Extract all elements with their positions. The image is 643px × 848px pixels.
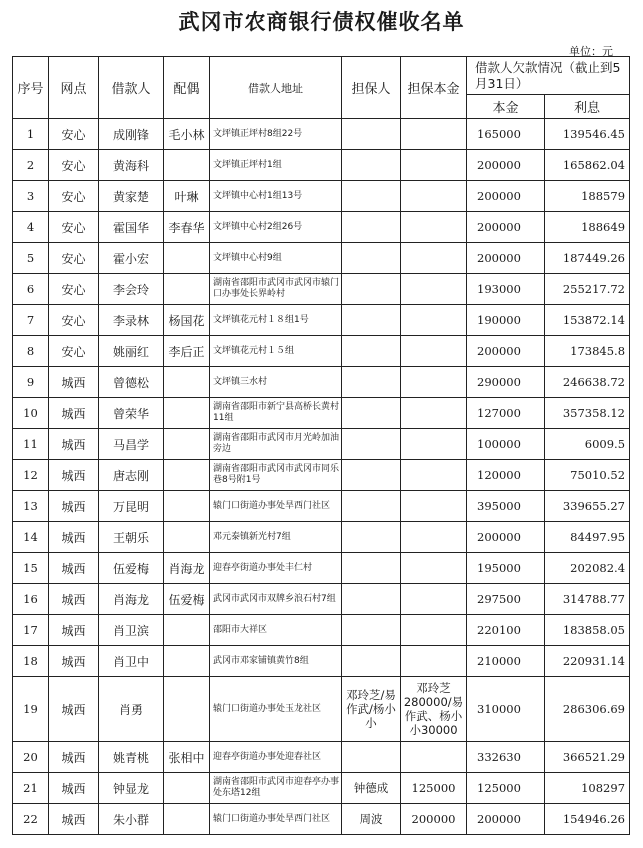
row-borrower: 李录林: [99, 305, 164, 336]
table-body: [13, 119, 630, 835]
row-guarantor: [342, 646, 401, 677]
row-guarantee-amount: [401, 429, 467, 460]
row-spouse: [164, 243, 210, 274]
row-principal: 310000: [467, 677, 545, 742]
row-interest: 108297: [545, 773, 630, 804]
row-interest: 246638.72: [545, 367, 630, 398]
row-principal: 290000: [467, 367, 545, 398]
row-interest: 154946.26: [545, 804, 630, 835]
row-principal: 220100: [467, 615, 545, 646]
row-branch: 安心: [49, 212, 99, 243]
row-interest: 188649: [545, 212, 630, 243]
row-branch: 城西: [49, 460, 99, 491]
header-guarantee-amount: 担保本金: [401, 57, 467, 119]
row-guarantor: [342, 212, 401, 243]
row-address: 迎春亭街道办事处丰仁村: [210, 553, 342, 584]
row-spouse: [164, 773, 210, 804]
row-principal: 165000: [467, 119, 545, 150]
row-guarantor: [342, 742, 401, 773]
row-guarantor: [342, 336, 401, 367]
row-address: 文坪镇花元村１５组: [210, 336, 342, 367]
row-spouse: 肖海龙: [164, 553, 210, 584]
table-row: [13, 677, 630, 742]
row-interest: 339655.27: [545, 491, 630, 522]
row-branch: 城西: [49, 491, 99, 522]
table-row: [13, 398, 630, 429]
row-branch: 城西: [49, 646, 99, 677]
row-borrower: 曾荣华: [99, 398, 164, 429]
row-guarantee-amount: [401, 305, 467, 336]
row-branch: 安心: [49, 150, 99, 181]
row-principal: 193000: [467, 274, 545, 305]
row-principal: 200000: [467, 522, 545, 553]
row-borrower: 钟显龙: [99, 773, 164, 804]
row-seq: 20: [13, 742, 49, 773]
table-row: [13, 243, 630, 274]
row-seq: 16: [13, 584, 49, 615]
row-principal: 125000: [467, 773, 545, 804]
row-borrower: 霍国华: [99, 212, 164, 243]
table-row: [13, 274, 630, 305]
row-address: 湖南省邵阳市武冈市武冈市辕门口办事处长界岭村: [210, 274, 342, 305]
row-interest: 220931.14: [545, 646, 630, 677]
table-row: [13, 491, 630, 522]
row-guarantor: 钟德成: [342, 773, 401, 804]
row-interest: 153872.14: [545, 305, 630, 336]
row-spouse: [164, 460, 210, 491]
row-guarantee-amount: [401, 367, 467, 398]
row-seq: 21: [13, 773, 49, 804]
row-spouse: [164, 429, 210, 460]
row-spouse: 叶琳: [164, 181, 210, 212]
row-seq: 22: [13, 804, 49, 835]
row-address: 邵阳市大祥区: [210, 615, 342, 646]
row-principal: 200000: [467, 804, 545, 835]
row-borrower: 肖卫中: [99, 646, 164, 677]
row-guarantee-amount: [401, 336, 467, 367]
row-borrower: 姚青桃: [99, 742, 164, 773]
table-row: [13, 367, 630, 398]
row-address: 湖南省邵阳市武冈市月光岭加油旁边: [210, 429, 342, 460]
row-address: 文坪镇正坪村8组22号: [210, 119, 342, 150]
table-row: [13, 742, 630, 773]
row-interest: 84497.95: [545, 522, 630, 553]
row-borrower: 李会玲: [99, 274, 164, 305]
row-principal: 200000: [467, 181, 545, 212]
row-guarantor: [342, 460, 401, 491]
header-seq: 序号: [13, 57, 49, 119]
row-spouse: 伍爱梅: [164, 584, 210, 615]
row-guarantee-amount: 邓玲芝280000/易作武、杨小小30000: [401, 677, 467, 742]
row-guarantor: [342, 367, 401, 398]
row-spouse: 杨国花: [164, 305, 210, 336]
row-spouse: [164, 150, 210, 181]
row-spouse: 李春华: [164, 212, 210, 243]
row-guarantor: [342, 615, 401, 646]
row-interest: 139546.45: [545, 119, 630, 150]
row-guarantee-amount: [401, 584, 467, 615]
row-address: 邓元泰镇新光村7组: [210, 522, 342, 553]
table-row: [13, 150, 630, 181]
row-seq: 12: [13, 460, 49, 491]
table-row: [13, 584, 630, 615]
unit-label: 单位：元: [569, 45, 613, 58]
header-borrower: 借款人: [99, 57, 164, 119]
table-row: [13, 773, 630, 804]
row-guarantor: [342, 305, 401, 336]
row-borrower: 王朝乐: [99, 522, 164, 553]
row-address: 武冈市武冈市双牌乡浪石村7组: [210, 584, 342, 615]
row-spouse: [164, 398, 210, 429]
row-guarantor: 周波: [342, 804, 401, 835]
row-guarantee-amount: [401, 522, 467, 553]
row-guarantee-amount: [401, 274, 467, 305]
row-principal: 332630: [467, 742, 545, 773]
row-seq: 15: [13, 553, 49, 584]
table-row: [13, 522, 630, 553]
table-row: [13, 336, 630, 367]
table-row: [13, 553, 630, 584]
page-title: 武冈市农商银行债权催收名单: [178, 10, 465, 34]
row-spouse: 毛小林: [164, 119, 210, 150]
row-principal: 127000: [467, 398, 545, 429]
row-seq: 3: [13, 181, 49, 212]
row-borrower: 肖卫滨: [99, 615, 164, 646]
row-borrower: 马昌学: [99, 429, 164, 460]
row-branch: 城西: [49, 804, 99, 835]
row-seq: 18: [13, 646, 49, 677]
row-branch: 安心: [49, 119, 99, 150]
row-borrower: 肖勇: [99, 677, 164, 742]
debt-collection-table: [12, 56, 630, 835]
row-principal: 195000: [467, 553, 545, 584]
row-guarantor: [342, 429, 401, 460]
row-borrower: 朱小群: [99, 804, 164, 835]
row-address: 湖南省邵阳市武冈市迎春亭办事处东塔12组: [210, 773, 342, 804]
header-branch: 网点: [49, 57, 99, 119]
row-interest: 188579: [545, 181, 630, 212]
row-seq: 7: [13, 305, 49, 336]
row-spouse: [164, 677, 210, 742]
row-branch: 城西: [49, 742, 99, 773]
row-address: 文坪镇花元村１８组1号: [210, 305, 342, 336]
row-address: 文坪镇中心村9组: [210, 243, 342, 274]
row-branch: 城西: [49, 584, 99, 615]
row-guarantee-amount: [401, 398, 467, 429]
row-borrower: 黄海科: [99, 150, 164, 181]
row-guarantor: [342, 119, 401, 150]
row-principal: 100000: [467, 429, 545, 460]
row-guarantor: [342, 491, 401, 522]
row-interest: 357358.12: [545, 398, 630, 429]
row-branch: 安心: [49, 305, 99, 336]
row-guarantee-amount: [401, 491, 467, 522]
row-seq: 2: [13, 150, 49, 181]
row-seq: 1: [13, 119, 49, 150]
row-seq: 4: [13, 212, 49, 243]
row-guarantee-amount: [401, 150, 467, 181]
row-borrower: 霍小宏: [99, 243, 164, 274]
row-guarantee-amount: 200000: [401, 804, 467, 835]
row-address: 迎春亭街道办事处迎春社区: [210, 742, 342, 773]
row-seq: 17: [13, 615, 49, 646]
row-principal: 200000: [467, 243, 545, 274]
row-spouse: [164, 367, 210, 398]
row-spouse: [164, 522, 210, 553]
header-principal: 本金: [467, 95, 545, 119]
row-guarantor: [342, 181, 401, 212]
row-guarantee-amount: [401, 212, 467, 243]
row-guarantee-amount: [401, 181, 467, 212]
table-row: [13, 615, 630, 646]
row-seq: 13: [13, 491, 49, 522]
header-spouse: 配偶: [164, 57, 210, 119]
row-guarantor: [342, 522, 401, 553]
row-branch: 城西: [49, 367, 99, 398]
row-spouse: 李后正: [164, 336, 210, 367]
row-guarantor: [342, 398, 401, 429]
header-interest: 利息: [545, 95, 630, 119]
row-interest: 75010.52: [545, 460, 630, 491]
row-address: 辕门口街道办事处玉龙社区: [210, 677, 342, 742]
table-row: [13, 804, 630, 835]
row-borrower: 肖海龙: [99, 584, 164, 615]
row-address: 辕门口街道办事处旱西门社区: [210, 804, 342, 835]
row-guarantor: [342, 150, 401, 181]
header-address: 借款人地址: [210, 57, 342, 119]
row-spouse: 张相中: [164, 742, 210, 773]
row-guarantee-amount: [401, 646, 467, 677]
table-row: [13, 181, 630, 212]
row-guarantor: 邓玲芝/易作武/杨小小: [342, 677, 401, 742]
row-borrower: 曾德松: [99, 367, 164, 398]
row-branch: 城西: [49, 398, 99, 429]
row-branch: 城西: [49, 553, 99, 584]
table-row: [13, 119, 630, 150]
table-row: [13, 429, 630, 460]
row-principal: 200000: [467, 150, 545, 181]
row-address: 文坪镇三水村: [210, 367, 342, 398]
row-spouse: [164, 615, 210, 646]
row-branch: 城西: [49, 429, 99, 460]
row-principal: 200000: [467, 212, 545, 243]
row-borrower: 成刚锋: [99, 119, 164, 150]
row-branch: 安心: [49, 274, 99, 305]
row-guarantee-amount: [401, 243, 467, 274]
row-interest: 165862.04: [545, 150, 630, 181]
row-address: 武冈市邓家铺镇黄竹8组: [210, 646, 342, 677]
row-seq: 14: [13, 522, 49, 553]
row-spouse: [164, 274, 210, 305]
row-address: 辕门口街道办事处旱西门社区: [210, 491, 342, 522]
row-guarantee-amount: [401, 460, 467, 491]
row-borrower: 姚丽红: [99, 336, 164, 367]
table-row: [13, 646, 630, 677]
row-branch: 安心: [49, 181, 99, 212]
row-seq: 10: [13, 398, 49, 429]
row-address: 文坪镇正坪村1组: [210, 150, 342, 181]
row-interest: 314788.77: [545, 584, 630, 615]
row-interest: 255217.72: [545, 274, 630, 305]
row-address: 湖南省邵阳市武冈市武冈市同乐巷8号附1号: [210, 460, 342, 491]
row-principal: 395000: [467, 491, 545, 522]
row-interest: 6009.5: [545, 429, 630, 460]
table-row: [13, 305, 630, 336]
row-branch: 城西: [49, 773, 99, 804]
row-guarantor: [342, 584, 401, 615]
row-principal: 200000: [467, 336, 545, 367]
row-spouse: [164, 491, 210, 522]
row-address: 文坪镇中心村1组13号: [210, 181, 342, 212]
row-seq: 8: [13, 336, 49, 367]
row-seq: 9: [13, 367, 49, 398]
row-guarantor: [342, 553, 401, 584]
row-guarantor: [342, 243, 401, 274]
header-arrears: 借款人欠款情况（截止到5月31日）: [467, 57, 630, 95]
row-branch: 安心: [49, 336, 99, 367]
row-spouse: [164, 646, 210, 677]
row-guarantee-amount: [401, 553, 467, 584]
row-interest: 173845.8: [545, 336, 630, 367]
row-guarantee-amount: [401, 119, 467, 150]
row-seq: 11: [13, 429, 49, 460]
row-branch: 城西: [49, 522, 99, 553]
row-branch: 安心: [49, 243, 99, 274]
row-principal: 297500: [467, 584, 545, 615]
row-principal: 120000: [467, 460, 545, 491]
row-branch: 城西: [49, 615, 99, 646]
row-principal: 190000: [467, 305, 545, 336]
table-row: [13, 460, 630, 491]
row-borrower: 唐志刚: [99, 460, 164, 491]
row-guarantee-amount: 125000: [401, 773, 467, 804]
row-seq: 5: [13, 243, 49, 274]
row-interest: 286306.69: [545, 677, 630, 742]
row-borrower: 伍爱梅: [99, 553, 164, 584]
row-principal: 210000: [467, 646, 545, 677]
header-guarantor: 担保人: [342, 57, 401, 119]
row-address: 文坪镇中心村2组26号: [210, 212, 342, 243]
row-interest: 202082.4: [545, 553, 630, 584]
row-interest: 187449.26: [545, 243, 630, 274]
row-spouse: [164, 804, 210, 835]
row-interest: 366521.29: [545, 742, 630, 773]
row-guarantor: [342, 274, 401, 305]
row-interest: 183858.05: [545, 615, 630, 646]
row-borrower: 黄家楚: [99, 181, 164, 212]
row-borrower: 万昆明: [99, 491, 164, 522]
row-address: 湖南省邵阳市新宁县高桥长黄村11组: [210, 398, 342, 429]
row-seq: 19: [13, 677, 49, 742]
table-row: [13, 212, 630, 243]
row-seq: 6: [13, 274, 49, 305]
row-guarantee-amount: [401, 742, 467, 773]
row-guarantee-amount: [401, 615, 467, 646]
row-branch: 城西: [49, 677, 99, 742]
